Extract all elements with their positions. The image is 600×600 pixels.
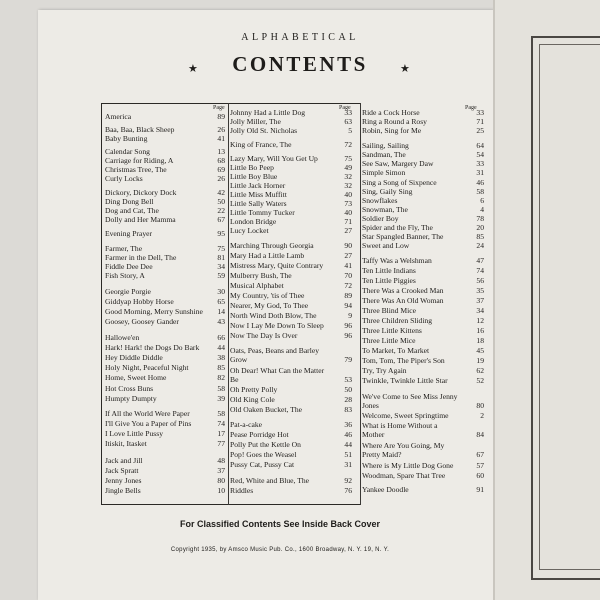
page-number: 43 (217, 317, 225, 326)
page-number: 4 (480, 205, 484, 214)
page-number: 62 (476, 366, 484, 375)
song-title: Good Morning, Merry Sunshine (105, 307, 203, 316)
page-number: 74 (217, 419, 225, 428)
song-title: Little Bo Peep (230, 163, 274, 172)
page-number: 41 (344, 261, 352, 270)
page-number: 40 (344, 208, 352, 217)
page-number: 68 (217, 156, 225, 165)
page-number: 94 (344, 301, 352, 310)
song-title: Hallowe'en (105, 333, 140, 342)
page-number: 31 (476, 168, 484, 177)
song-title: Hark! Hark! the Dogs Do Bark (105, 343, 200, 352)
song-title: Fiddle Dee Dee (105, 262, 153, 271)
song-title: What is Home Without a (362, 421, 438, 430)
page-number: 71 (476, 117, 484, 126)
page-number: 65 (217, 297, 225, 306)
page-number: 9 (348, 311, 352, 320)
page-number: 63 (344, 117, 352, 126)
contents-entry (362, 240, 484, 252)
page-number: 35 (476, 286, 484, 295)
contents-entry (362, 484, 484, 496)
song-title: Jenny Jones (105, 476, 142, 485)
song-title: Jingle Bells (105, 486, 141, 495)
page-number: 37 (476, 296, 484, 305)
page-number: 76 (344, 486, 352, 495)
song-title: Oats, Peas, Beans and Barley (230, 346, 319, 355)
page-number: 2 (480, 411, 484, 420)
contents-entry (105, 133, 225, 145)
page-number: 59 (217, 271, 225, 280)
page-number: 58 (476, 187, 484, 196)
song-title: Giddyap Hobby Horse (105, 297, 174, 306)
page-number: 5 (348, 126, 352, 135)
page-kicker: ALPHABETICAL (241, 32, 359, 43)
song-title: Oh Pretty Polly (230, 385, 278, 394)
contents-entry (230, 485, 352, 497)
page-number: 28 (344, 395, 352, 404)
page-number: 10 (217, 486, 225, 495)
song-title: Sing, Gaily Sing (362, 187, 413, 196)
page-number: 48 (217, 456, 225, 465)
song-title: Pop! Goes the Weasel (230, 450, 297, 459)
song-title: Little Tommy Tucker (230, 208, 295, 217)
page-number: 27 (344, 251, 352, 260)
song-title: Grow (230, 355, 248, 364)
page-number: 44 (217, 343, 225, 352)
song-title: Pussy Cat, Pussy Cat (230, 460, 295, 469)
page-number: 67 (476, 450, 484, 459)
song-title: My Country, 'tis of Thee (230, 291, 305, 300)
song-title: Jones (362, 401, 379, 410)
song-title: If All the World Were Paper (105, 409, 190, 418)
page-number: 95 (217, 229, 225, 238)
song-title: Pretty Maid? (362, 450, 402, 459)
song-title: Spider and the Fly, The (362, 223, 433, 232)
page-number: 27 (344, 226, 352, 235)
page-number: 49 (344, 163, 352, 172)
song-title: Oh Dear! What Can the Matter (230, 366, 325, 375)
page-number: 66 (217, 333, 225, 342)
song-title: Simple Simon (362, 168, 406, 177)
contents-entry (230, 459, 352, 471)
page-number: 6 (480, 196, 484, 205)
song-title: Twinkle, Twinkle Little Star (362, 376, 448, 385)
song-title: Pease Porridge Hot (230, 430, 289, 439)
page-number: 92 (344, 476, 352, 485)
song-title: Where Are You Going, My (362, 441, 445, 450)
song-title: Star Spangled Banner, The (362, 232, 444, 241)
star-icon: ★ (400, 63, 410, 75)
contents-entry (105, 214, 225, 226)
song-title: Calendar Song (105, 147, 150, 156)
page-number: 41 (217, 134, 225, 143)
song-title: I Love Little Pussy (105, 429, 164, 438)
song-title: Sing a Song of Sixpence (362, 178, 437, 187)
page-number: 69 (217, 165, 225, 174)
contents-entry (362, 125, 484, 137)
page-number: 18 (476, 336, 484, 345)
page-number: 37 (217, 466, 225, 475)
page-number: 85 (476, 232, 484, 241)
song-title: Baby Bunting (105, 134, 148, 143)
song-title: Goosey, Goosey Gander (105, 317, 179, 326)
page-number: 58 (217, 409, 225, 418)
page-number: 12 (476, 316, 484, 325)
page-number: 19 (476, 356, 484, 365)
page-number: 46 (476, 178, 484, 187)
page-number: 25 (476, 126, 484, 135)
song-title: Marching Through Georgia (230, 241, 314, 250)
song-title: Mulberry Bush, The (230, 271, 292, 280)
page-number: 90 (344, 241, 352, 250)
page-number: 17 (217, 429, 225, 438)
song-title: Jolly Miller, The (230, 117, 281, 126)
song-title: Lucy Locket (230, 226, 269, 235)
page-number: 50 (344, 385, 352, 394)
page-number: 42 (217, 188, 225, 197)
song-title: Hot Cross Buns (105, 384, 154, 393)
page-number: 78 (476, 214, 484, 223)
song-title: King of France, The (230, 140, 292, 149)
song-title: Woodman, Spare That Tree (362, 471, 446, 480)
song-title: Pat-a-cake (230, 420, 263, 429)
song-title: Little Sally Waters (230, 199, 287, 208)
song-title: Curly Locks (105, 174, 143, 183)
song-title: Dickory, Dickory Dock (105, 188, 177, 197)
page-number: 50 (217, 197, 225, 206)
song-title: Snowflakes (362, 196, 398, 205)
page-number: 82 (217, 373, 225, 382)
song-title: I'll Give You a Paper of Pins (105, 419, 192, 428)
song-title: Welcome, Sweet Springtime (362, 411, 449, 420)
song-title: Jack Spratt (105, 466, 139, 475)
page-number: 38 (217, 353, 225, 362)
page-number: 91 (476, 485, 484, 494)
song-title: Three Little Mice (362, 336, 416, 345)
song-title: Carriage for Riding, A (105, 156, 174, 165)
song-title: Johnny Had a Little Dog (230, 108, 306, 117)
song-title: Tom, Tom, The Piper's Son (362, 356, 445, 365)
page-number: 30 (217, 287, 225, 296)
page-number: 56 (476, 276, 484, 285)
contents-entry (362, 470, 484, 482)
page-number: 33 (476, 108, 484, 117)
page-number: 72 (344, 140, 352, 149)
song-title: Polly Put the Kettle On (230, 440, 301, 449)
song-title: Be (230, 375, 239, 384)
page-number: 26 (217, 125, 225, 134)
star-icon: ★ (188, 63, 198, 75)
page-number: 75 (344, 154, 352, 163)
page-number: 34 (217, 262, 225, 271)
song-title: Fish Story, A (105, 271, 145, 280)
page-number: 79 (344, 355, 352, 364)
contents-entry (230, 225, 352, 237)
song-title: London Bridge (230, 217, 277, 226)
page-number: 20 (476, 223, 484, 232)
page-number: 80 (217, 476, 225, 485)
song-title: There Was a Crooked Man (362, 286, 444, 295)
song-title: Robin, Sing for Me (362, 126, 422, 135)
contents-entry (105, 228, 225, 240)
song-title: Evening Prayer (105, 229, 153, 238)
page-number: 44 (344, 440, 352, 449)
song-title: Little Miss Muffitt (230, 190, 287, 199)
page-number: 58 (217, 384, 225, 393)
page-number: 72 (344, 281, 352, 290)
song-title: See Saw, Margery Daw (362, 159, 434, 168)
song-title: Three Little Kittens (362, 326, 422, 335)
page-number: 39 (217, 394, 225, 403)
song-title: Little Boy Blue (230, 172, 278, 181)
song-title: Snowman, The (362, 205, 408, 214)
page-number: 74 (476, 266, 484, 275)
song-title: Home, Sweet Home (105, 373, 167, 382)
song-title: Old Oaken Bucket, The (230, 405, 302, 414)
song-title: Musical Alphabet (230, 281, 284, 290)
page-title: CONTENTS (232, 52, 368, 76)
page-number: 34 (476, 306, 484, 315)
song-title: Ten Little Piggies (362, 276, 416, 285)
page-number: 40 (344, 190, 352, 199)
page-number: 52 (476, 376, 484, 385)
contents-entry (230, 139, 352, 151)
song-title: Sandman, The (362, 150, 406, 159)
page-number: 85 (217, 363, 225, 372)
page-number: 33 (476, 159, 484, 168)
contents-entry (230, 330, 352, 342)
contents-entry (105, 173, 225, 185)
page-number: 77 (217, 439, 225, 448)
page-number: 22 (217, 206, 225, 215)
song-title: Now I Lay Me Down To Sleep (230, 321, 324, 330)
song-title: Hey Diddle Diddle (105, 353, 163, 362)
song-title: Farmer, The (105, 244, 143, 253)
contents-entry (105, 438, 225, 450)
song-title: Nearer, My God, To Thee (230, 301, 309, 310)
page-number: 32 (344, 181, 352, 190)
page-number: 81 (217, 253, 225, 262)
page-number: 51 (344, 450, 352, 459)
song-title: Mistress Mary, Quite Contrary (230, 261, 324, 270)
song-title: Jack and Jill (105, 456, 143, 465)
column-divider (228, 103, 229, 505)
song-title: Where is My Little Dog Gone (362, 461, 454, 470)
page-number: 31 (344, 460, 352, 469)
song-title: We've Come to See Miss Jenny (362, 392, 458, 401)
classified-contents-note: For Classified Contents See Inside Back Cover (179, 519, 381, 529)
page-number: 46 (344, 430, 352, 439)
song-title: Humpty Dumpty (105, 394, 157, 403)
song-title: Farmer in the Dell, The (105, 253, 177, 262)
song-title: Dolly and Her Mamma (105, 215, 176, 224)
song-title: Georgie Porgie (105, 287, 151, 296)
song-title: America (105, 112, 132, 121)
page-number: 89 (217, 112, 225, 121)
page-column-label: Page (213, 105, 225, 111)
page-number: 26 (217, 174, 225, 183)
page-number: 84 (476, 430, 484, 439)
contents-entry (362, 375, 484, 387)
contents-entry (230, 404, 352, 416)
page-number: 36 (344, 420, 352, 429)
page-number: 24 (476, 241, 484, 250)
song-title: Riddles (230, 486, 254, 495)
page-column-label: Page (465, 105, 477, 111)
page-number: 13 (217, 147, 225, 156)
page-number: 33 (344, 108, 352, 117)
song-title: Now The Day Is Over (230, 331, 298, 340)
song-title: Three Children Sliding (362, 316, 433, 325)
page-number: 64 (476, 141, 484, 150)
song-title: Jolly Old St. Nicholas (230, 126, 298, 135)
song-title: Red, White and Blue, The (230, 476, 310, 485)
contents-entry (230, 125, 352, 137)
song-title: Sailing, Sailing (362, 141, 409, 150)
contents-entry (105, 485, 225, 497)
next-page-inner-border (539, 44, 600, 570)
song-title: Itiskit, Itasket (105, 439, 147, 448)
page-number: 60 (476, 471, 484, 480)
page-number: 32 (344, 172, 352, 181)
page-number: 57 (476, 461, 484, 470)
page-number: 14 (217, 307, 225, 316)
page-number: 89 (344, 291, 352, 300)
contents-entry (105, 111, 225, 123)
song-title: Mother (362, 430, 385, 439)
page-number: 54 (476, 150, 484, 159)
song-title: Sweet and Low (362, 241, 410, 250)
page-number: 70 (344, 271, 352, 280)
song-title: Soldier Boy (362, 214, 399, 223)
song-title: Baa, Baa, Black Sheep (105, 125, 175, 134)
page-number: 96 (344, 321, 352, 330)
page-number: 67 (217, 215, 225, 224)
song-title: Ten Little Indians (362, 266, 416, 275)
page-number: 16 (476, 326, 484, 335)
song-title: North Wind Doth Blow, The (230, 311, 317, 320)
page-number: 53 (344, 375, 352, 384)
song-title: Old King Cole (230, 395, 275, 404)
song-title: Three Blind Mice (362, 306, 416, 315)
song-title: Christmas Tree, The (105, 165, 167, 174)
page-number: 83 (344, 405, 352, 414)
song-title: To Market, To Market (362, 346, 430, 355)
song-title: Try, Try Again (362, 366, 407, 375)
song-title: Yankee Doodle (362, 485, 409, 494)
song-title: Taffy Was a Welshman (362, 256, 432, 265)
page-number: 80 (476, 401, 484, 410)
page-column-label: Page (339, 105, 351, 111)
song-title: Ring a Round a Rosy (362, 117, 427, 126)
song-title: Mary Had a Little Lamb (230, 251, 305, 260)
song-title: Dog and Cat, The (105, 206, 159, 215)
column-divider (360, 103, 361, 505)
song-title: Lazy Mary, Will You Get Up (230, 154, 318, 163)
page-number: 73 (344, 199, 352, 208)
page-number: 71 (344, 217, 352, 226)
page-number: 45 (476, 346, 484, 355)
contents-entry (105, 393, 225, 405)
song-title: Holy Night, Peaceful Night (105, 363, 189, 372)
contents-entry (105, 316, 225, 328)
song-title: There Was An Old Woman (362, 296, 444, 305)
song-title: Ride a Cock Horse (362, 108, 420, 117)
page-number: 96 (344, 331, 352, 340)
contents-entry (105, 270, 225, 282)
page-number: 75 (217, 244, 225, 253)
copyright-line: Copyright 1935, by Amsco Music Pub. Co., 1600 Broadway, N. Y. 19, N. Y. (170, 547, 390, 553)
song-title: Ding Dong Bell (105, 197, 154, 206)
song-title: Little Jack Horner (230, 181, 286, 190)
page-number: 47 (476, 256, 484, 265)
